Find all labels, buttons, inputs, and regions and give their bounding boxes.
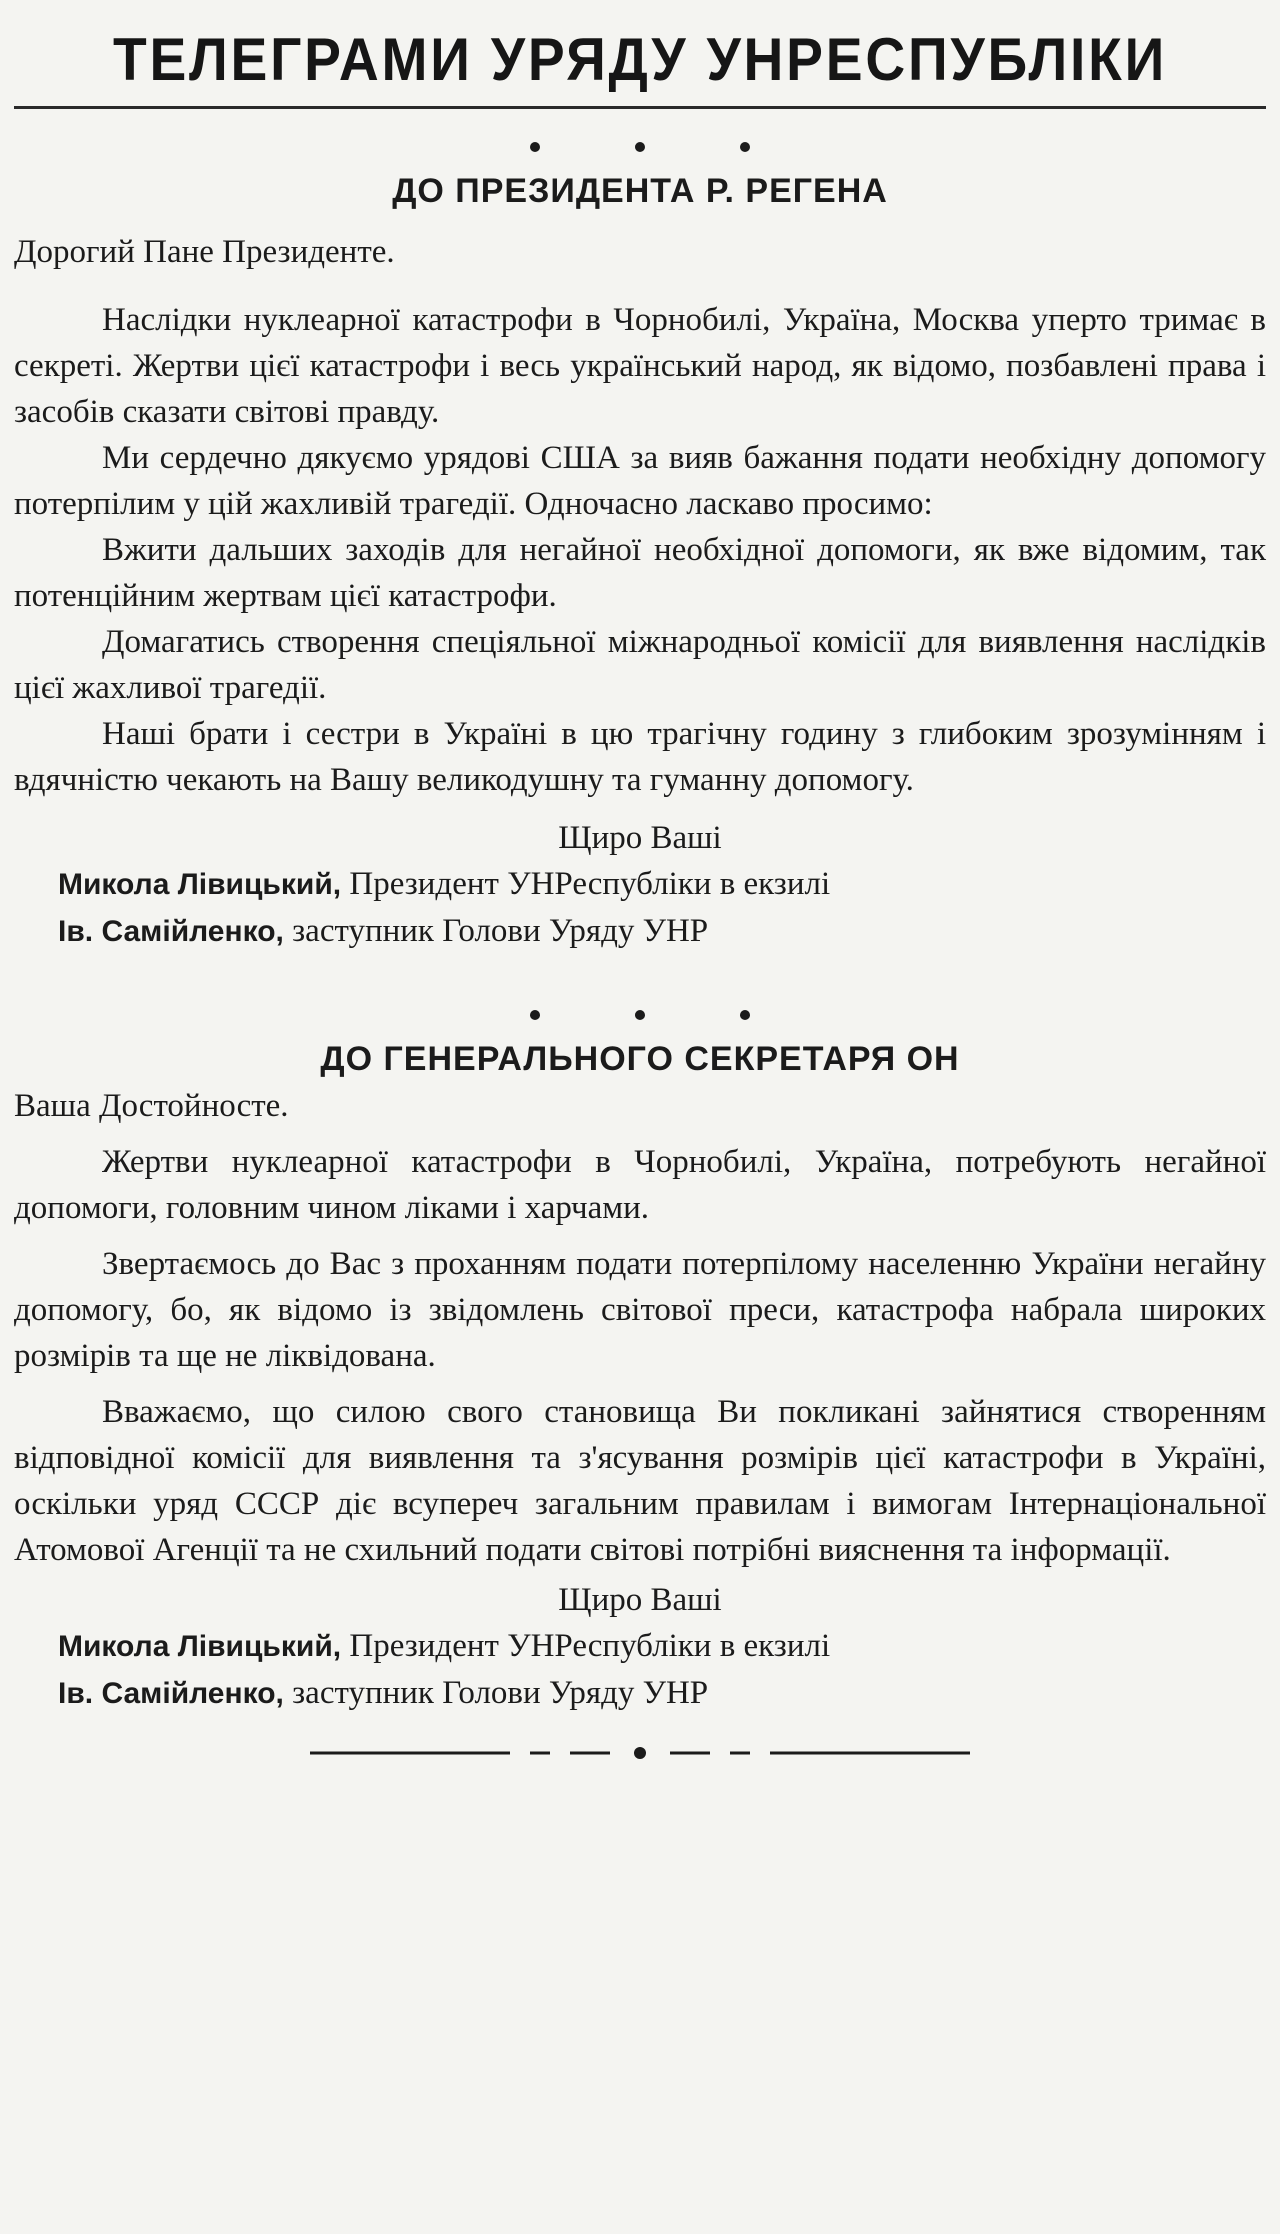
letter-paragraph: Наші брати і сестри в Україні в цю трагічну годину з глибоким зрозумінням і вдячністю чекають на Вашу великодушну та гуманну допомогу. <box>14 716 1266 798</box>
letter-to-un-secretary <box>14 995 1266 1717</box>
signature-line <box>14 861 1266 908</box>
divider-dot <box>528 1008 542 1022</box>
signatory-name: Микола Лівицький, <box>58 1630 342 1663</box>
divider-dot <box>738 140 752 154</box>
signatory-title: Президент УНРеспубліки в екзилі <box>349 1628 831 1664</box>
letter-paragraph: Звертаємось до Вас з проханням подати потерпілому населенню України негайну допомогу, бо, як відомо із звідомлень світової преси, катастрофа набрала широких розмірів та ще не ліквідована. <box>14 1246 1266 1374</box>
section-divider-dots <box>14 995 1266 1035</box>
letter-paragraph: Домагатись створення спеціяльної міжнародньої комісії для виявлення наслідків цієї жахливої трагедії. <box>14 624 1266 706</box>
end-ornament-rule <box>310 1743 970 1763</box>
signatory-title: заступник Голови Уряду УНР <box>292 1675 709 1711</box>
signatory-name: Ів. Самійленко, <box>58 915 284 948</box>
signature-line <box>14 1670 1266 1717</box>
divider-dot <box>528 140 542 154</box>
end-ornament <box>310 1743 970 1763</box>
section-divider-dots <box>14 127 1266 167</box>
letter-salutation: Ваша Достойносте. <box>14 1088 289 1124</box>
signatory-title: заступник Голови Уряду УНР <box>292 913 709 949</box>
signatory-name: Ів. Самійленко, <box>58 1677 284 1710</box>
title-rule <box>14 106 1266 109</box>
divider-dot <box>633 140 647 154</box>
letter-paragraph: Вжити дальших заходів для негайної необхідної допомоги, як вже відомим, так потенційним жертвам цієї катастрофи. <box>14 532 1266 614</box>
letter-heading: ДО ГЕНЕРАЛЬНОГО СЕКРЕТАРЯ ОН <box>320 1040 960 1078</box>
letter-to-president <box>14 127 1266 955</box>
divider-dot <box>738 1008 752 1022</box>
letter-paragraph: Наслідки нуклеарної катастрофи в Чорнобилі, Україна, Москва уперто тримає в секреті. Жертви цієї катастрофи і весь український народ, як відомо, позбавлені права і засобів сказати світові правду. <box>14 302 1266 430</box>
letter-salutation: Дорогий Пане Президенте. <box>14 234 395 270</box>
letter-paragraph: Жертви нуклеарної катастрофи в Чорнобилі, Україна, потребують негайної допомоги, головним чином ліками і харчами. <box>14 1144 1266 1226</box>
page-title: ТЕЛЕГРАМИ УРЯДУ УНРЕСПУБЛІКИ <box>112 26 1168 93</box>
signature-line <box>14 908 1266 955</box>
signatory-name: Микола Лівицький, <box>58 868 342 901</box>
signature-line <box>14 1623 1266 1670</box>
letter-closing: Щиро Ваші <box>558 820 722 856</box>
letter-closing: Щиро Ваші <box>558 1582 722 1618</box>
letter-heading: ДО ПРЕЗИДЕНТА Р. РЕГЕНА <box>392 172 888 210</box>
letter-paragraph: Ми сердечно дякуємо урядові США за вияв бажання подати необхідну допомогу потерпілим у цій жахливій трагедії. Одночасно ласкаво просимо: <box>14 440 1266 522</box>
divider-dot <box>633 1008 647 1022</box>
letter-paragraph: Вважаємо, що силою свого становища Ви покликані зайнятися створенням відповідної комісії для виявлення та з'ясування розмірів цієї катастрофи в Україні, оскільки уряд СССР діє всупереч загальним правилам і вимогам Інтернаціональної Атомової Агенції та не схильний подати світові потрібні вияснення та інформації. <box>14 1394 1266 1568</box>
signatory-title: Президент УНРеспубліки в екзилі <box>349 866 831 902</box>
